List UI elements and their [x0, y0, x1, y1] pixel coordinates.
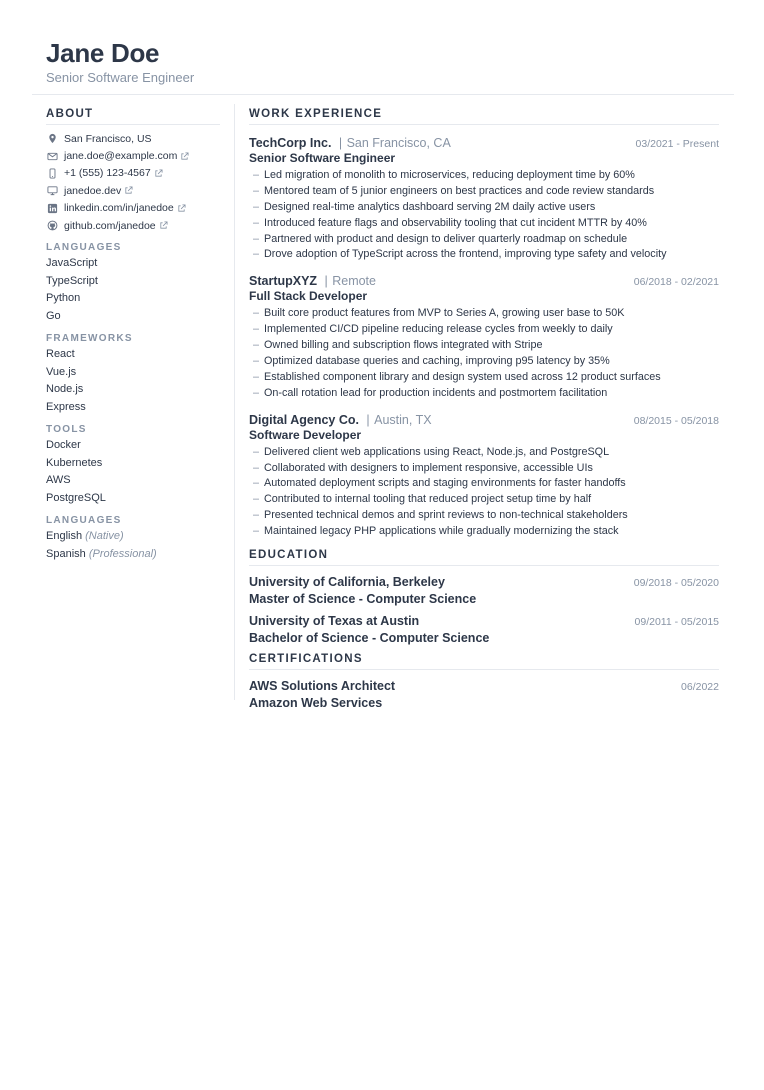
sidebar	[46, 108, 220, 563]
work-experience-heading: WORK EXPERIENCE	[249, 108, 719, 125]
certifications-heading: CERTIFICATIONS	[249, 653, 719, 670]
bullet-item: – Built core product features from MVP to Series A, growing user base to 50K	[253, 307, 625, 320]
language-item: Python	[46, 292, 81, 305]
job-dates: 08/2015 - 05/2018	[633, 414, 719, 427]
tools-heading: TOOLS	[46, 424, 87, 436]
spoken-language-level: (Professional)	[88, 547, 157, 560]
contact-location	[46, 130, 220, 147]
job-dates: 06/2018 - 02/2021	[633, 276, 719, 289]
education-heading: EDUCATION	[249, 549, 719, 566]
job-role: Software Developer	[249, 427, 362, 442]
job-role: Full Stack Developer	[249, 289, 368, 304]
job-entry	[249, 134, 719, 263]
job-entry	[249, 272, 719, 401]
linkedin-link[interactable]: linkedin.com/in/janedoe	[64, 202, 174, 215]
framework-item: Node.js	[46, 383, 84, 396]
contact-list	[46, 130, 220, 234]
contact-github[interactable]	[46, 217, 220, 234]
language-item: TypeScript	[46, 274, 98, 287]
bullet-item: – Optimized database queries and caching, improving p95 latency by 35%	[253, 355, 610, 368]
github-link[interactable]: github.com/janedoe	[64, 219, 156, 232]
languages-heading: LANGUAGES	[46, 242, 122, 254]
email-link[interactable]: jane.doe@example.com	[64, 150, 178, 163]
tool-item: AWS	[46, 474, 71, 487]
phone-icon	[46, 167, 58, 179]
certification-entry	[249, 679, 719, 711]
education-school: University of California, Berkeley	[249, 575, 445, 590]
job-separator: |	[324, 274, 328, 289]
external-link-icon[interactable]	[180, 152, 189, 161]
job-company: StartupXYZ	[249, 274, 318, 289]
spoken-language-name: Spanish	[46, 547, 86, 560]
tool-item: Docker	[46, 439, 81, 452]
certification-date: 06/2022	[681, 681, 719, 694]
job-separator: |	[366, 412, 370, 427]
bullet-item: – Automated deployment scripts and staging environments for faster handoffs	[253, 477, 626, 490]
bullet-item: – Designed real-time analytics dashboard serving 2M daily active users	[253, 200, 596, 213]
website-link[interactable]: janedoe.dev	[64, 184, 122, 197]
frameworks-heading: FRAMEWORKS	[46, 333, 133, 345]
spoken-languages-heading: LANGUAGES	[46, 515, 122, 527]
job-location: Remote	[332, 274, 376, 289]
education-entry	[249, 614, 719, 646]
bullet-item: – Delivered client web applications using React, Node.js, and PostgreSQL	[253, 445, 610, 458]
job-bullets	[249, 445, 719, 540]
bullet-item: – Established component library and design system used across 12 product surfaces	[253, 370, 661, 383]
spoken-language-item	[46, 528, 220, 546]
spoken-language-item	[46, 546, 220, 564]
job-bullets	[249, 168, 719, 263]
bullet-item: – Partnered with product and design to deliver quarterly roadmap on schedule	[253, 232, 628, 245]
github-icon	[46, 220, 58, 232]
location-text: San Francisco, US	[64, 132, 152, 145]
tool-item: PostgreSQL	[46, 491, 106, 504]
bullet-item: – Owned billing and subscription flows integrated with Stripe	[253, 339, 543, 352]
job-location: Austin, TX	[374, 412, 432, 427]
phone-link[interactable]: +1 (555) 123-4567	[64, 167, 151, 180]
education-degree: Master of Science - Computer Science	[249, 592, 477, 607]
mail-icon	[46, 150, 58, 162]
bullet-item: – Presented technical demos and sprint reviews to non-technical stakeholders	[253, 509, 628, 522]
framework-item: Express	[46, 400, 86, 413]
bullet-item: – Collaborated with designers to implement responsive, accessible UIs	[253, 461, 593, 474]
bullet-item: – Led migration of monolith to microservices, reducing deployment time by 60%	[253, 169, 635, 181]
bullet-item: – Maintained legacy PHP applications while gradually modernizing the stack	[253, 525, 619, 538]
certification-issuer: Amazon Web Services	[249, 696, 383, 711]
candidate-name: Jane Doe	[46, 38, 160, 68]
bullet-item: – Mentored team of 5 junior engineers on best practices and code review standards	[253, 184, 655, 197]
job-company: Digital Agency Co.	[249, 412, 359, 427]
spoken-language-level: (Native)	[85, 530, 124, 543]
contact-linkedin[interactable]	[46, 200, 220, 217]
framework-item: Vue.js	[46, 365, 77, 378]
certification-name: AWS Solutions Architect	[249, 679, 396, 694]
job-location: San Francisco, CA	[346, 136, 451, 150]
language-item: Go	[46, 309, 61, 322]
contact-website[interactable]	[46, 182, 220, 199]
job-entry	[249, 411, 719, 540]
bullet-item: – Drove adoption of TypeScript across the frontend, improving type safety and velocity	[253, 248, 667, 261]
main-column	[249, 108, 719, 718]
job-dates: 03/2021 - Present	[635, 138, 719, 150]
language-item: JavaScript	[46, 257, 98, 270]
contact-email[interactable]	[46, 147, 220, 164]
education-dates: 09/2018 - 05/2020	[633, 577, 719, 590]
education-school: University of Texas at Austin	[249, 614, 420, 629]
external-link-icon[interactable]	[177, 204, 186, 213]
bullet-item: – Contributed to internal tooling that reduced project setup time by half	[253, 493, 592, 506]
education-degree: Bachelor of Science - Computer Science	[249, 631, 490, 646]
resume-header	[46, 38, 734, 85]
about-heading: ABOUT	[46, 108, 220, 125]
monitor-icon	[46, 185, 58, 197]
external-link-icon[interactable]	[124, 186, 133, 195]
bullet-item: – On-call rotation lead for production incidents and postmortem facilitation	[253, 386, 608, 399]
education-dates: 09/2011 - 05/2015	[634, 616, 719, 629]
framework-item: React	[46, 348, 75, 361]
candidate-title: Senior Software Engineer	[46, 70, 195, 85]
map-pin-icon	[46, 133, 58, 145]
contact-phone[interactable]	[46, 165, 220, 182]
column-divider	[234, 104, 235, 700]
job-separator: |	[338, 136, 343, 150]
spoken-language-name: English	[46, 530, 83, 543]
header-divider	[32, 94, 734, 95]
job-role: Senior Software Engineer	[249, 151, 396, 165]
bullet-item: – Introduced feature flags and observability tooling that cut incident MTTR by 40%	[253, 216, 647, 229]
tool-item: Kubernetes	[46, 456, 103, 469]
linkedin-icon	[46, 202, 58, 214]
bullet-item: – Implemented CI/CD pipeline reducing release cycles from weekly to daily	[253, 323, 613, 336]
external-link-icon[interactable]	[159, 221, 168, 230]
job-company: TechCorp Inc.	[249, 136, 332, 150]
job-bullets	[249, 306, 719, 401]
external-link-icon[interactable]	[154, 169, 163, 178]
education-entry	[249, 575, 719, 607]
